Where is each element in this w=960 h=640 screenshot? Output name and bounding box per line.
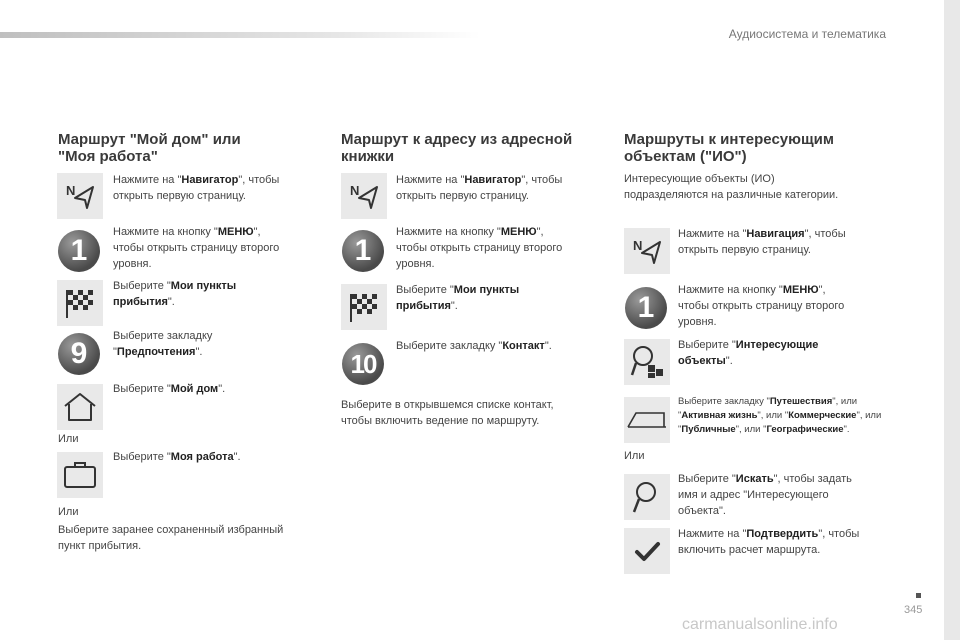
navigation-icon <box>341 173 387 219</box>
svg-text:N: N <box>350 183 360 198</box>
navigation-icon <box>57 173 103 219</box>
search-icon <box>624 474 670 520</box>
col1-or-2: Или <box>58 506 79 518</box>
col2-step3-text: Выберите "Мои пункты прибытия". <box>396 284 520 312</box>
col2-heading: Маршрут к адресу из адресной книжки <box>341 131 573 165</box>
col3-step5-text: Выберите "Искать", чтобы задать имя и адрес "Интересующего объекта". <box>678 473 852 517</box>
col2-step1-text: Нажмите на "Навигатор", чтобы открыть первую страницу. <box>396 174 563 202</box>
step-badge-1: 1 <box>625 287 667 329</box>
footer-dot <box>916 593 921 598</box>
checkmark-icon <box>624 528 670 574</box>
col2-step2-text: Нажмите на кнопку "МЕНЮ", чтобы открыть страницу второго уровня. <box>396 226 563 270</box>
section-title: Аудиосистема и телематика <box>728 27 886 41</box>
header-bar <box>0 32 480 38</box>
col2-final-text: Выберите в открывшемся списке контакт, чтобы включить ведение по маршруту. <box>341 399 554 427</box>
step-badge-1: 1 <box>58 230 100 272</box>
col1-final-text: Выберите заранее сохраненный избранный пункт прибытия. <box>58 524 284 552</box>
page-edge-strip <box>944 0 960 640</box>
col3-step6-text: Нажмите на "Подтвердить", чтобы включить расчет маршрута. <box>678 528 860 556</box>
home-icon <box>57 384 103 430</box>
svg-text:N: N <box>66 183 76 198</box>
col3-step2-text: Нажмите на кнопку "МЕНЮ", чтобы открыть страницу второго уровня. <box>678 284 845 328</box>
navigation-icon <box>624 228 670 274</box>
step-badge-9: 9 <box>58 333 100 375</box>
col2-step4-text: Выберите закладку "Контакт". <box>396 340 552 352</box>
page-number: 345 <box>904 604 923 616</box>
col3-step4-text: Выберите закладку "Путешествия", или "Активная жизнь", или "Коммерческие", или "Публичные", или "Географические". <box>678 396 882 435</box>
col1-step6-text: Выберите "Моя работа". <box>113 451 241 463</box>
col1-step4-text: Выберите закладку "Предпочтения". <box>113 330 213 358</box>
step-badge-1: 1 <box>342 230 384 272</box>
checkered-flag-icon <box>341 284 387 330</box>
watermark: carmanualsonline.info <box>682 616 838 633</box>
checkered-flag-icon <box>57 280 103 326</box>
svg-text:N: N <box>633 238 643 253</box>
col3-or-1: Или <box>624 450 645 462</box>
col3-step1-text: Нажмите на "Навигация", чтобы открыть первую страницу. <box>678 228 846 256</box>
poi-search-icon <box>624 339 670 385</box>
briefcase-icon <box>57 452 103 498</box>
col1-or-1: Или <box>58 433 79 445</box>
col3-intro-text: Интересующие объекты (ИО) подразделяются на различные категории. <box>624 173 839 201</box>
col1-step5-text: Выберите "Мой дом". <box>113 383 226 395</box>
col3-heading: Маршруты к интересующим объектам ("ИО") <box>624 131 834 165</box>
step-badge-10: 10 <box>342 343 384 385</box>
col1-step2-text: Нажмите на кнопку "МЕНЮ", чтобы открыть страницу второго уровня. <box>113 226 280 270</box>
tab-icon <box>624 397 670 443</box>
col1-heading: Маршрут "Мой дом" или "Моя работа" <box>58 131 241 165</box>
col1-step1-text: Нажмите на "Навигатор", чтобы открыть первую страницу. <box>113 174 280 202</box>
col1-step3-text: Выберите "Мои пункты прибытия". <box>113 280 237 308</box>
col3-step3-text: Выберите "Интересующие объекты". <box>678 339 819 367</box>
